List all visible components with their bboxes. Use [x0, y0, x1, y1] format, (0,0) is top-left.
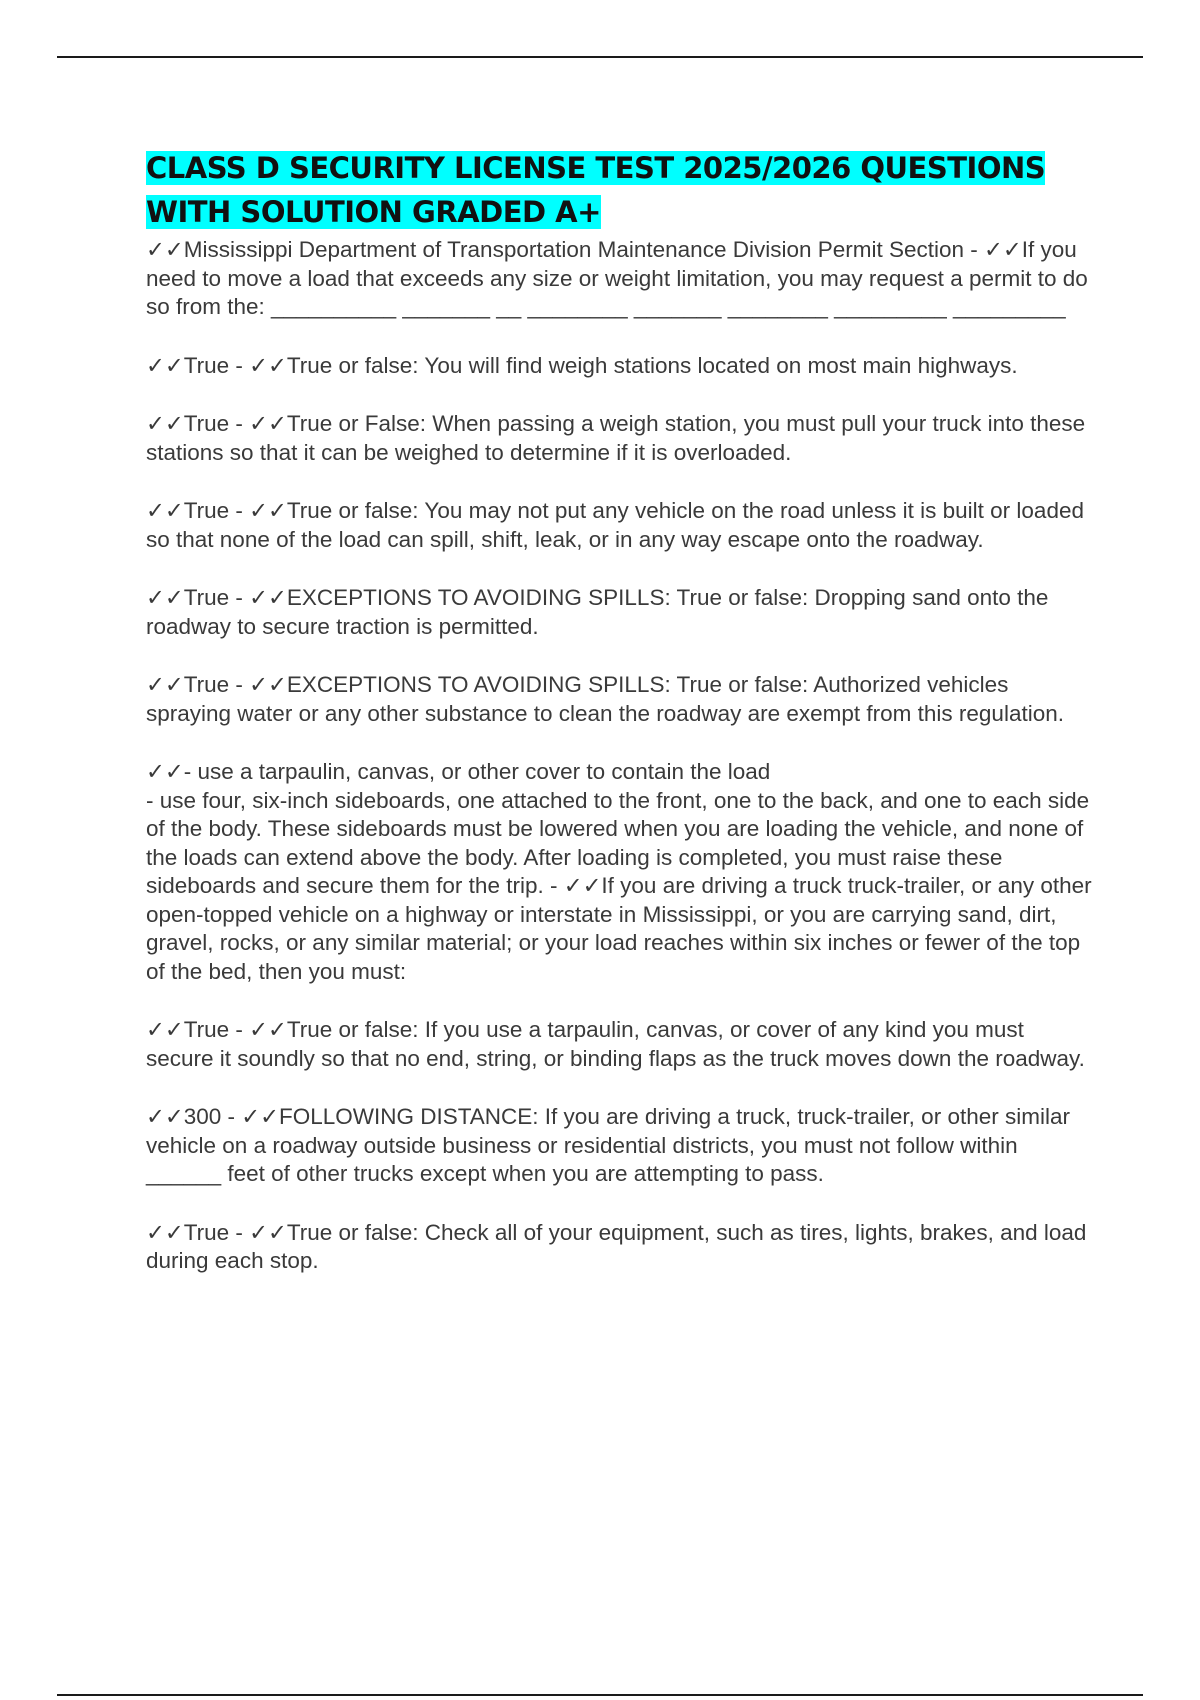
qa-entry: ✓✓300 - ✓✓FOLLOWING DISTANCE: If you are driving a truck, truck-trailer, or other similar vehicle on a roadway outside business or residential districts, you must not follow within ______ feet of other trucks except when you are attempting to pass. [146, 1104, 1077, 1186]
top-rule [57, 56, 1143, 58]
qa-entry: ✓✓- use a tarpaulin, canvas, or other cover to contain the load - use four, six-inch sideboards, one attached to the front, one to the back, and one to each side of the body. These sideboards must be lowered when you are loading the vehicle, and none of the loads can extend above the body. After loading is completed, you must raise these sideboards and secure them for the trip. - ✓✓If you are driving a truck truck-trailer, or any other open-topped vehicle on a highway or interstate in Mississippi, or you are carrying sand, dirt, gravel, rocks, or any similar material; or your load reaches within six inches or fewer of the top of the bed, then you must: [146, 759, 1092, 984]
qa-entry: ✓✓True - ✓✓True or false: You will find weigh stations located on most main highways. [146, 352, 1018, 378]
document-body [146, 146, 1094, 1306]
qa-entry: ✓✓True - ✓✓True or false: If you use a tarpaulin, canvas, or cover of any kind you must secure it soundly so that no end, string, or binding flaps as the truck moves down the roadway. [146, 1017, 1085, 1071]
document-title [146, 146, 1094, 234]
bottom-rule [57, 1694, 1143, 1696]
qa-entry: ✓✓True - ✓✓True or false: Check all of your equipment, such as tires, lights, brakes, and load during each stop. [146, 1219, 1093, 1273]
qa-entry: ✓✓True - ✓✓True or False: When passing a weigh station, you must pull your truck into these stations so that it can be weighed to determine if it is overloaded. [146, 411, 1092, 465]
qa-entry: ✓✓True - ✓✓EXCEPTIONS TO AVOIDING SPILLS: True or false: Dropping sand onto the roadway to secure traction is permitted. [146, 585, 1055, 639]
qa-entry: ✓✓Mississippi Department of Transportation Maintenance Division Permit Section - ✓✓If you need to move a load that exceeds any size or weight limitation, you may request a permit to do so from the: __________ _______ __ ________ _______ ________ _________ _________ [146, 237, 1095, 319]
document-title-text: CLASS D SECURITY LICENSE TEST 2025/2026 QUESTIONS WITH SOLUTION GRADED A+ [146, 151, 1046, 229]
qa-entry: ✓✓True - ✓✓True or false: You may not put any vehicle on the road unless it is built or loaded so that none of the load can spill, shift, leak, or in any way escape onto the roadway. [146, 498, 1091, 552]
qa-entry: ✓✓True - ✓✓EXCEPTIONS TO AVOIDING SPILLS: True or false: Authorized vehicles spraying water or any other substance to clean the roadway are exempt from this regulation. [146, 672, 1064, 726]
